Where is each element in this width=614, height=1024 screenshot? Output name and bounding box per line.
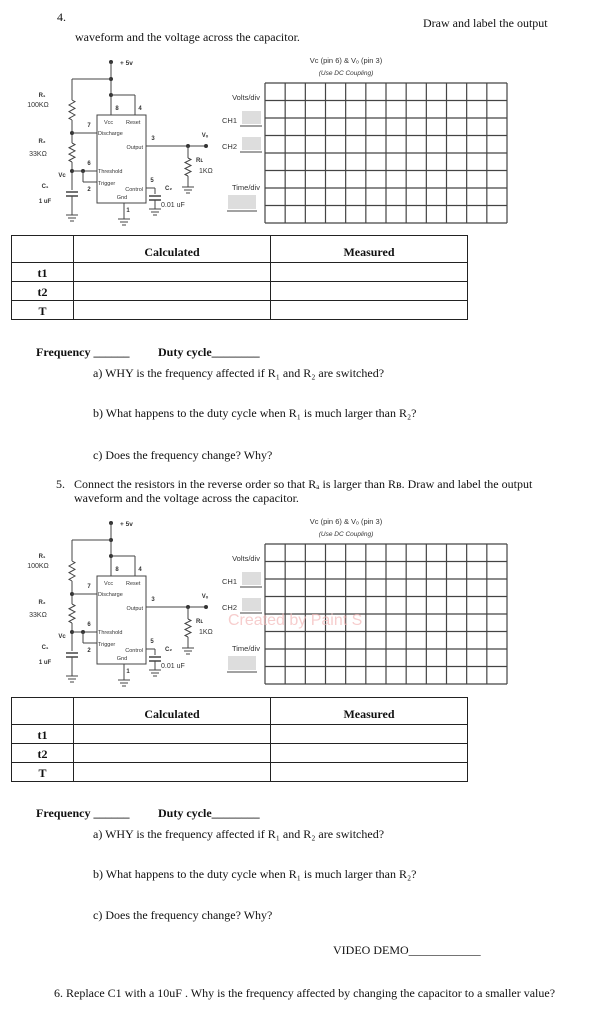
- r1-value: 100KΩ: [27, 563, 49, 570]
- pin-8: 8: [115, 106, 119, 112]
- c1-value: 1 uF: [38, 199, 52, 205]
- ch2-label: CH2: [221, 142, 237, 151]
- pin-2: 2: [87, 187, 91, 193]
- duty-cycle-blank: Duty cycle________: [158, 806, 260, 820]
- c2-value: 0.01 uF: [161, 663, 185, 670]
- undefined: Vcc: [104, 120, 114, 126]
- ch1-label: CH1: [221, 577, 237, 586]
- table-row: t2: [12, 282, 468, 301]
- frequency-blank: Frequency ______: [36, 345, 130, 359]
- r2-label: R₂: [38, 600, 46, 606]
- volts-div-label: Volts/div: [232, 93, 260, 102]
- c2-label: C₂: [165, 647, 172, 653]
- question-4-instruction-line2: waveform and the voltage across the capacitor.: [75, 30, 300, 44]
- rl-value: 1KΩ: [199, 168, 213, 175]
- undefined: Threshold: [98, 630, 123, 636]
- header-measured: Measured: [271, 236, 468, 263]
- table-row: t1: [12, 725, 468, 744]
- frequency-blank: Frequency ______: [36, 806, 130, 820]
- question-a: a) WHY is the frequency affected if R₁ and R₂ are switched?: [93, 827, 385, 841]
- question-b: b) What happens to the duty cycle when R₁ is much larger than R₂?: [93, 867, 417, 881]
- rl-value: 1KΩ: [199, 629, 213, 636]
- cell-measured[interactable]: [271, 282, 468, 301]
- undefined: Trigger: [98, 642, 116, 648]
- question-c: c) Does the frequency change? Why?: [93, 448, 273, 462]
- r2-value: 33KΩ: [29, 612, 47, 619]
- ch2-volts-input[interactable]: [242, 598, 261, 611]
- r1-label: R₁: [38, 554, 46, 560]
- resistor-symbol: [69, 561, 75, 581]
- scope-title: Vᴄ (pin 6) & Vₒ (pin 3): [309, 56, 383, 65]
- time-div-label: Time/div: [231, 183, 260, 192]
- pin-5: 5: [150, 178, 154, 184]
- resistor-symbol: [69, 100, 75, 120]
- question-b: b) What happens to the duty cycle when R₁ is much larger than R₂?: [93, 406, 417, 420]
- ch1-volts-input[interactable]: [242, 111, 261, 124]
- pin-1: 1: [126, 208, 130, 214]
- table-row: T: [12, 763, 468, 782]
- header-calculated: Calculated: [74, 236, 271, 263]
- c2-value: 0.01 uF: [161, 202, 185, 209]
- r1-value: 100KΩ: [27, 102, 49, 109]
- vc-label: Vᴄ: [58, 173, 66, 179]
- cell-calculated[interactable]: [74, 744, 271, 763]
- pin-4: 4: [138, 106, 142, 112]
- pin-2: 2: [87, 648, 91, 654]
- resistor-symbol: [185, 158, 191, 176]
- resistor-symbol: [185, 619, 191, 637]
- question-4-number: 4.: [57, 10, 66, 24]
- table-header-row: [12, 698, 468, 725]
- question-5-instruction-line2: waveform and the voltage across the capacitor.: [74, 491, 299, 505]
- undefined: Discharge: [98, 592, 123, 598]
- watermark: Created by Paint S: [228, 612, 363, 629]
- table-row: t2: [12, 744, 468, 763]
- scope-title: Vᴄ (pin 6) & Vₒ (pin 3): [309, 517, 383, 526]
- table-row: t1: [12, 263, 468, 282]
- rl-label: Rʟ: [196, 619, 204, 625]
- oscilloscope-grid[interactable]: [265, 83, 507, 223]
- cell-calculated[interactable]: [74, 263, 271, 282]
- supply-label: + 5v: [120, 60, 133, 67]
- undefined: Output: [126, 606, 143, 612]
- header-measured: Measured: [271, 698, 468, 725]
- resistor-symbol: [69, 143, 75, 162]
- cell-measured[interactable]: [271, 763, 468, 782]
- cell-calculated[interactable]: [74, 301, 271, 320]
- circuit-diagram-555-astable: [0, 461, 614, 693]
- ch2-volts-input[interactable]: [242, 137, 261, 150]
- pin-6: 6: [87, 161, 91, 167]
- ch2-label: CH2: [221, 603, 237, 612]
- pin-8: 8: [115, 567, 119, 573]
- scope-subtitle: (Use DC Coupling): [318, 531, 374, 538]
- c1-label: C₁: [41, 184, 49, 190]
- undefined: Output: [126, 145, 143, 151]
- r2-label: R₂: [38, 139, 46, 145]
- undefined: Discharge: [98, 131, 123, 137]
- pin-7: 7: [87, 123, 91, 129]
- vo-label: Vₒ: [201, 133, 209, 139]
- r2-value: 33KΩ: [29, 151, 47, 158]
- vc-label: Vᴄ: [58, 634, 66, 640]
- undefined: Threshold: [98, 169, 123, 175]
- ch1-label: CH1: [221, 116, 237, 125]
- results-table: [11, 235, 468, 320]
- ch1-volts-input[interactable]: [242, 572, 261, 585]
- cell-calculated[interactable]: [74, 763, 271, 782]
- question-4-instruction: Draw and label the output: [423, 16, 548, 30]
- table-header-row: [12, 236, 468, 263]
- cell-measured[interactable]: [271, 744, 468, 763]
- pin-1: 1: [126, 669, 130, 675]
- supply-label: + 5v: [120, 521, 133, 528]
- rl-label: Rʟ: [196, 158, 204, 164]
- c1-label: C₁: [41, 645, 49, 651]
- undefined: Gnd: [116, 656, 128, 662]
- c2-label: C₂: [165, 186, 172, 192]
- question-c: c) Does the frequency change? Why?: [93, 908, 273, 922]
- circuit-wire: [204, 144, 208, 148]
- pin-3: 3: [151, 597, 155, 603]
- question-5-number: 5.: [56, 477, 65, 491]
- c1-value: 1 uF: [38, 660, 52, 666]
- question-5-instruction: Connect the resistors in the reverse order so that Rₐ is larger than Rʙ. Draw and label the output: [74, 477, 533, 491]
- video-demo-blank: VIDEO DEMO____________: [333, 943, 481, 957]
- volts-div-label: Volts/div: [232, 554, 260, 563]
- pin-5: 5: [150, 639, 154, 645]
- pin-7: 7: [87, 584, 91, 590]
- cell-measured[interactable]: [271, 725, 468, 744]
- cell-measured[interactable]: [271, 301, 468, 320]
- cell-calculated[interactable]: [74, 282, 271, 301]
- cell-calculated[interactable]: [74, 725, 271, 744]
- question-6: 6. Replace C1 with a 10uF . Why is the frequency affected by changing the capacitor to a smaller value?: [54, 986, 556, 1000]
- header-calculated: Calculated: [74, 698, 271, 725]
- undefined: Control: [125, 187, 143, 193]
- undefined: Vcc: [104, 581, 114, 587]
- time-div-input[interactable]: [228, 195, 256, 209]
- undefined: Reset: [126, 120, 141, 126]
- undefined: Reset: [126, 581, 141, 587]
- circuit-diagram-555-astable: [0, 0, 614, 232]
- question-a: a) WHY is the frequency affected if R₁ and R₂ are switched?: [93, 366, 385, 380]
- pin-4: 4: [138, 567, 142, 573]
- scope-subtitle: (Use DC Coupling): [318, 70, 374, 77]
- cell-measured[interactable]: [271, 263, 468, 282]
- undefined: Control: [125, 648, 143, 654]
- table-row: T: [12, 301, 468, 320]
- r1-label: R₁: [38, 93, 46, 99]
- vo-label: Vₒ: [201, 594, 209, 600]
- pin-6: 6: [87, 622, 91, 628]
- time-div-label: Time/div: [231, 644, 260, 653]
- pin-3: 3: [151, 136, 155, 142]
- time-div-input[interactable]: [228, 656, 256, 670]
- duty-cycle-blank: Duty cycle________: [158, 345, 260, 359]
- undefined: Gnd: [116, 195, 128, 201]
- undefined: Trigger: [98, 181, 116, 187]
- resistor-symbol: [69, 604, 75, 623]
- circuit-wire: [204, 605, 208, 609]
- results-table: [11, 697, 468, 782]
